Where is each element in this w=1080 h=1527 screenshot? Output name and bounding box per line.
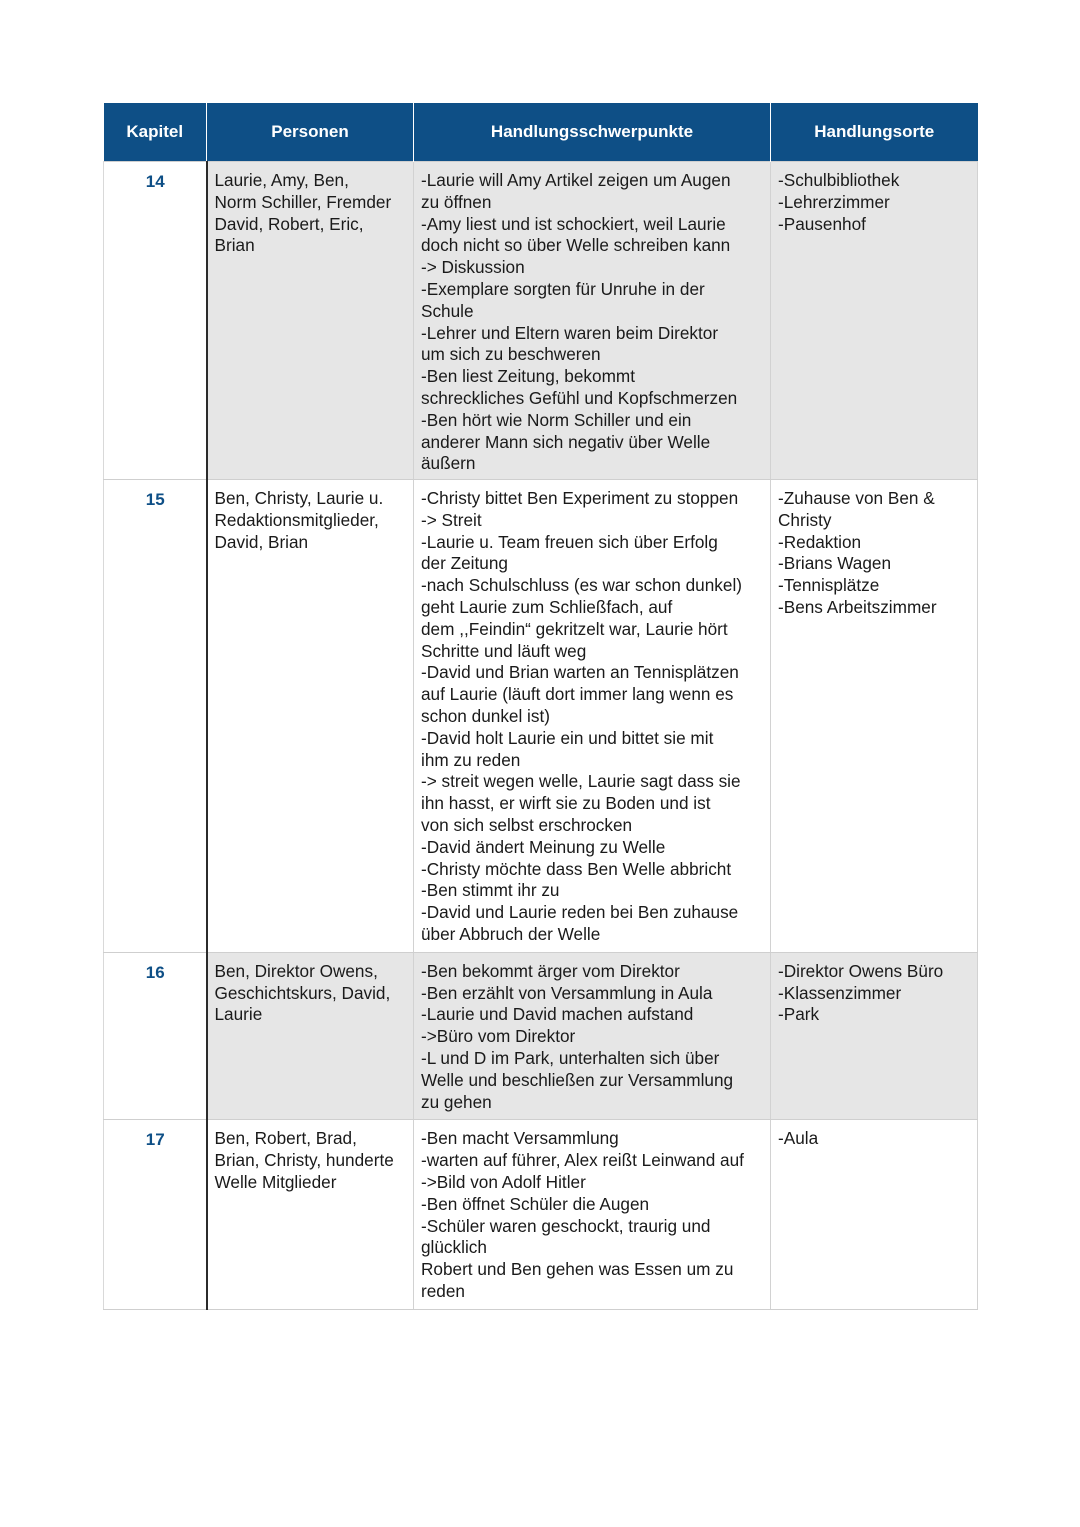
handlung-line: -Ben bekommt ärger vom Direktor	[421, 960, 680, 981]
personen-line: Ben, Robert, Brad,	[214, 1128, 357, 1149]
orte-line: -Bens Arbeitszimmer	[778, 596, 937, 617]
handlung-line: glücklich	[421, 1237, 487, 1258]
personen-cell	[207, 480, 414, 953]
handlung-line: zu öffnen	[421, 191, 492, 212]
personen-line: Ben, Christy, Laurie u.	[214, 488, 384, 508]
table-row	[104, 162, 978, 480]
orte-line: -Redaktion	[778, 531, 862, 552]
handlung-line: -Amy liest und ist schockiert, weil Laurie	[421, 213, 726, 234]
table-row	[104, 952, 978, 1120]
personen-line: Norm Schiller, Fremder	[214, 191, 392, 212]
handlung-line: -Ben öffnet Schüler die Augen	[421, 1193, 650, 1214]
handlung-line: -Ben liest Zeitung, bekommt	[421, 366, 635, 387]
handlung-cell	[414, 480, 771, 953]
table-row	[104, 480, 978, 953]
kapitel-cell: 16	[104, 952, 207, 1120]
orte-line: -Pausenhof	[778, 213, 866, 234]
handlung-cell	[414, 952, 771, 1120]
orte-line: -Zuhause von Ben &	[778, 488, 935, 508]
table-header	[104, 103, 978, 162]
handlung-line: -David ändert Meinung zu Welle	[421, 836, 666, 857]
orte-line: -Klassenzimmer	[778, 982, 902, 1003]
handlung-cell	[414, 1120, 771, 1309]
handlung-line: Schritte und läuft weg	[421, 640, 587, 661]
handlung-line: -Laurie will Amy Artikel zeigen um Augen	[421, 170, 731, 190]
handlung-line: ->Büro vom Direktor	[421, 1026, 576, 1047]
orte-line: -Aula	[778, 1128, 819, 1149]
handlung-line: ihn hasst, er wirft sie zu Boden und ist	[421, 793, 711, 814]
handlung-line: schreckliches Gefühl und Kopfschmerzen	[421, 387, 738, 408]
handlung-line: -> Diskussion	[421, 257, 525, 278]
handlung-line: ihm zu reden	[421, 749, 521, 770]
personen-line: David, Robert, Eric,	[214, 213, 364, 234]
handlung-line: schon dunkel ist)	[421, 705, 550, 726]
header-orte: Handlungsorte	[771, 103, 978, 162]
handlung-line: -> Streit	[421, 509, 482, 530]
handlung-line: geht Laurie zum Schließfach, auf	[421, 596, 673, 617]
personen-cell	[207, 162, 414, 480]
header-handlung: Handlungsschwerpunkte	[414, 103, 771, 162]
handlung-clip	[421, 170, 764, 472]
orte-line: -Schulbibliothek	[778, 170, 900, 190]
kapitel-cell: 14	[104, 162, 207, 480]
handlung-line: -Christy bittet Ben Experiment zu stoppen	[421, 488, 739, 508]
handlung-line: -David holt Laurie ein und bittet sie mit	[421, 727, 714, 748]
orte-cell	[771, 1120, 978, 1309]
personen-line: Redaktionsmitglieder,	[214, 509, 379, 530]
personen-line: Brian	[214, 235, 255, 256]
handlung-line: um sich zu beschweren	[421, 344, 601, 365]
handlung-line: -Christy möchte dass Ben Welle abbricht	[421, 858, 732, 879]
handlung-line: der Zeitung	[421, 553, 508, 574]
personen-line: David, Brian	[214, 531, 309, 552]
header-row	[104, 103, 978, 162]
header-personen: Personen	[207, 103, 414, 162]
personen-line: Laurie	[214, 1004, 263, 1025]
handlung-line: von sich selbst erschrocken	[421, 814, 633, 835]
handlung-line: -Laurie und David machen aufstand	[421, 1004, 694, 1025]
personen-line: Ben, Direktor Owens,	[214, 960, 378, 981]
handlung-line: äußern	[421, 453, 476, 472]
handlung-line: Schule	[421, 300, 474, 321]
handlung-line: -David und Laurie reden bei Ben zuhause	[421, 902, 739, 923]
handlung-line: ->Bild von Adolf Hitler	[421, 1171, 586, 1192]
handlung-line: über Abbruch der Welle	[421, 923, 601, 944]
kapitel-cell: 15	[104, 480, 207, 953]
handlung-line: -David und Brian warten an Tennisplätzen	[421, 662, 739, 683]
table-row	[104, 1120, 978, 1309]
personen-line: Laurie, Amy, Ben,	[214, 170, 349, 190]
orte-cell	[771, 480, 978, 953]
table-body	[104, 162, 978, 1310]
handlung-line: -Ben hört wie Norm Schiller und ein	[421, 409, 692, 430]
handlung-line: anderer Mann sich negativ über Welle	[421, 431, 711, 452]
page	[103, 103, 977, 1310]
orte-line: -Lehrerzimmer	[778, 191, 890, 212]
handlung-line: dem ,,Feindin“ gekritzelt war, Laurie hört	[421, 618, 728, 639]
handlung-line: -L und D im Park, unterhalten sich über	[421, 1047, 720, 1068]
handlung-line: -Ben stimmt ihr zu	[421, 880, 560, 901]
orte-cell	[771, 162, 978, 480]
handlung-cell	[414, 162, 771, 480]
personen-cell	[207, 1120, 414, 1309]
orte-line: -Park	[778, 1004, 820, 1025]
handlung-line: doch nicht so über Welle schreiben kann	[421, 235, 731, 256]
handlung-line: -Lehrer und Eltern waren beim Direktor	[421, 322, 719, 343]
handlung-line: auf Laurie (läuft dort immer lang wenn es	[421, 684, 734, 705]
handlung-line: -Ben macht Versammlung	[421, 1128, 619, 1149]
handlung-line: -Ben erzählt von Versammlung in Aula	[421, 982, 713, 1003]
orte-line: -Brians Wagen	[778, 553, 892, 574]
handlung-line: -Exemplare sorgten für Unruhe in der	[421, 278, 705, 299]
orte-line: Christy	[778, 509, 832, 530]
personen-cell	[207, 952, 414, 1120]
header-kapitel: Kapitel	[104, 103, 207, 162]
orte-line: -Direktor Owens Büro	[778, 960, 944, 981]
chapter-summary-table	[103, 103, 978, 1310]
handlung-line: -warten auf führer, Alex reißt Leinwand auf	[421, 1150, 744, 1171]
handlung-line: Welle und beschließen zur Versammlung	[421, 1069, 734, 1090]
handlung-line: -Schüler waren geschockt, traurig und	[421, 1215, 711, 1236]
handlung-line: -nach Schulschluss (es war schon dunkel)	[421, 575, 742, 596]
handlung-line: -> streit wegen welle, Laurie sagt dass sie	[421, 771, 741, 792]
orte-cell	[771, 952, 978, 1120]
personen-line: Welle Mitglieder	[214, 1171, 337, 1192]
handlung-line: reden	[421, 1280, 465, 1301]
kapitel-cell: 17	[104, 1120, 207, 1309]
orte-line: -Tennisplätze	[778, 575, 880, 596]
personen-line: Geschichtskurs, David,	[214, 982, 391, 1003]
handlung-line: -Laurie u. Team freuen sich über Erfolg	[421, 531, 718, 552]
handlung-line: Robert und Ben gehen was Essen um zu	[421, 1259, 734, 1280]
personen-line: Brian, Christy, hunderte	[214, 1150, 394, 1171]
handlung-line: zu gehen	[421, 1091, 492, 1112]
